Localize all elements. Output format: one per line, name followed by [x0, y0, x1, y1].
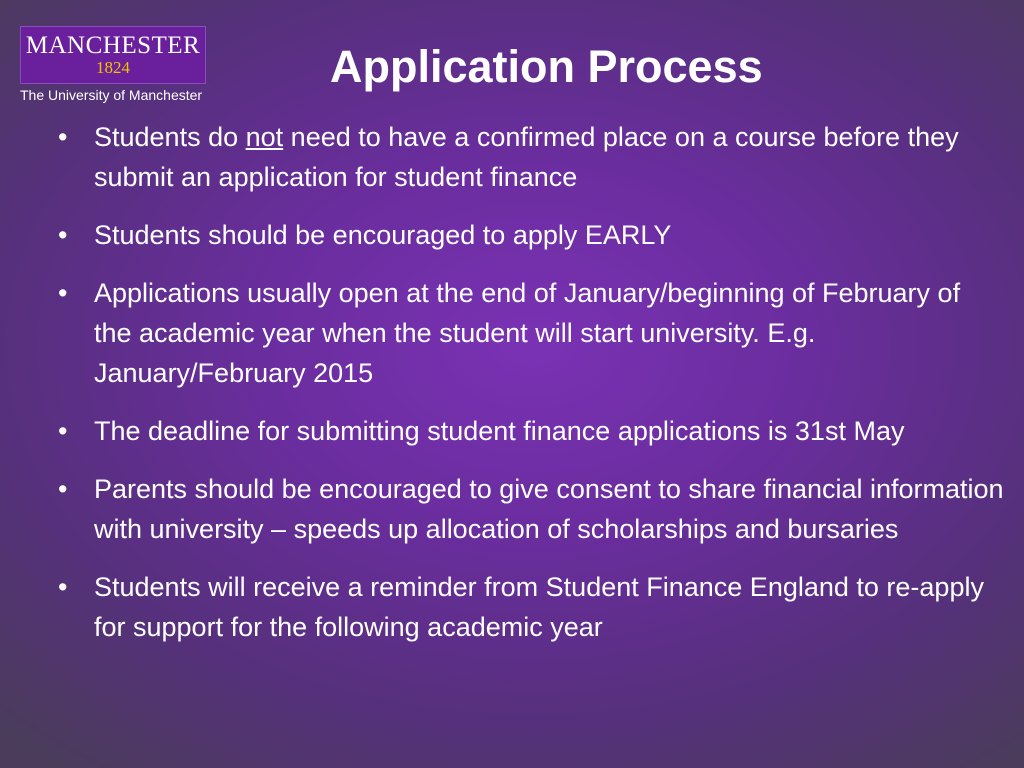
bullet-icon: •	[58, 220, 68, 250]
bullet-text: Students will receive a reminder from Student Finance England to re-apply for support for the following academic year	[94, 572, 984, 642]
bullet-text: Applications usually open at the end of January/beginning of February of the academic year when the student will start university. E.g. January/February 2015	[94, 278, 961, 388]
bullet-text: The deadline for submitting student finance applications is 31st May	[94, 416, 905, 446]
bullet-item	[58, 215, 1004, 255]
bullet-text-before: Students do	[94, 122, 246, 152]
bullet-list	[58, 117, 1004, 665]
logo-name: MANCHESTER	[25, 32, 201, 59]
bullet-text-after: need to have a confirmed place on a course before they submit an application for student finance	[94, 122, 959, 192]
bullet-icon: •	[58, 278, 68, 308]
bullet-text: Students should be encouraged to apply EARLY	[94, 220, 672, 250]
bullet-icon: •	[58, 416, 68, 446]
university-logo	[20, 26, 206, 84]
bullet-item	[58, 273, 1004, 393]
bullet-icon: •	[58, 572, 68, 602]
bullet-text: Parents should be encouraged to give consent to share financial information with university – speeds up allocation of scholarships and bursaries	[94, 474, 1004, 544]
bullet-icon: •	[58, 474, 68, 504]
bullet-icon: •	[58, 122, 68, 152]
bullet-item	[58, 567, 1004, 647]
bullet-item	[58, 411, 1004, 451]
bullet-item	[58, 469, 1004, 549]
bullet-item	[58, 117, 1004, 197]
bullet-text-emphasis: not	[245, 122, 284, 152]
logo-year: 1824	[96, 58, 130, 77]
logo-subtitle: The University of Manchester	[20, 87, 203, 103]
slide-title: Application Process	[330, 41, 763, 92]
